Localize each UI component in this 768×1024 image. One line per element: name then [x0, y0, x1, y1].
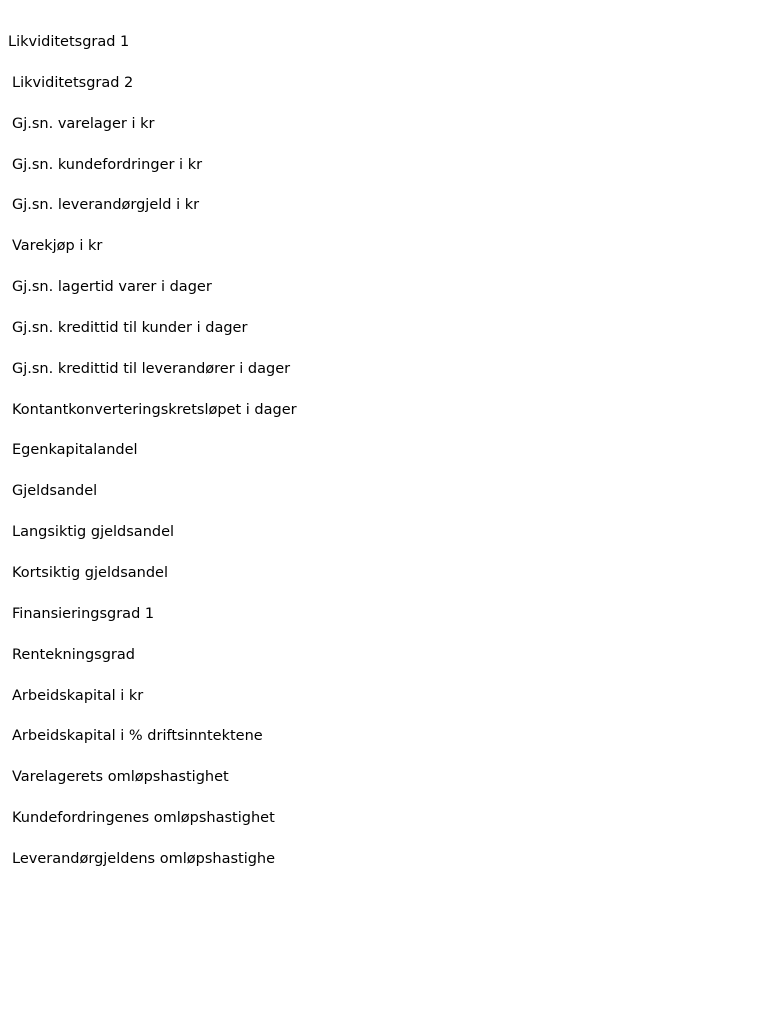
- list-item: Gjeldsandel: [12, 483, 98, 500]
- list-item: Rentekningsgrad: [12, 646, 135, 663]
- list-item: Egenkapitalandel: [12, 442, 138, 459]
- list-item: Leverandørgjeldens omløpshastighe: [12, 850, 276, 867]
- list-item: Likviditetsgrad 2: [12, 74, 134, 91]
- list-item: Gj.sn. leverandørgjeld i kr: [12, 197, 200, 214]
- list-item: Gj.sn. kredittid til kunder i dager: [12, 319, 248, 336]
- list-item: Varekjøp i kr: [12, 238, 103, 255]
- list-item: Gj.sn. varelager i kr: [12, 115, 155, 132]
- list-item: Arbeidskapital i kr: [12, 687, 144, 704]
- list-item: Varelagerets omløpshastighet: [12, 769, 229, 786]
- list-item: Langsiktig gjeldsandel: [12, 524, 175, 541]
- list-item: Likviditetsgrad 1: [8, 34, 130, 50]
- list-item: Gj.sn. kredittid til leverandører i dager: [12, 360, 291, 377]
- list-item: Kortsiktig gjeldsandel: [12, 564, 168, 581]
- list-item: Arbeidskapital i % driftsinntektene: [12, 728, 263, 745]
- list-item: Finansieringsgrad 1: [12, 605, 155, 622]
- list-item: Kundefordringenes omløpshastighet: [12, 810, 275, 827]
- list-item: Gj.sn. kundefordringer i kr: [12, 156, 203, 173]
- list-item: Gj.sn. lagertid varer i dager: [12, 279, 212, 296]
- list-item: Kontantkonverteringskretsløpet i dager: [12, 401, 297, 418]
- ratio-list: [0, 32, 768, 890]
